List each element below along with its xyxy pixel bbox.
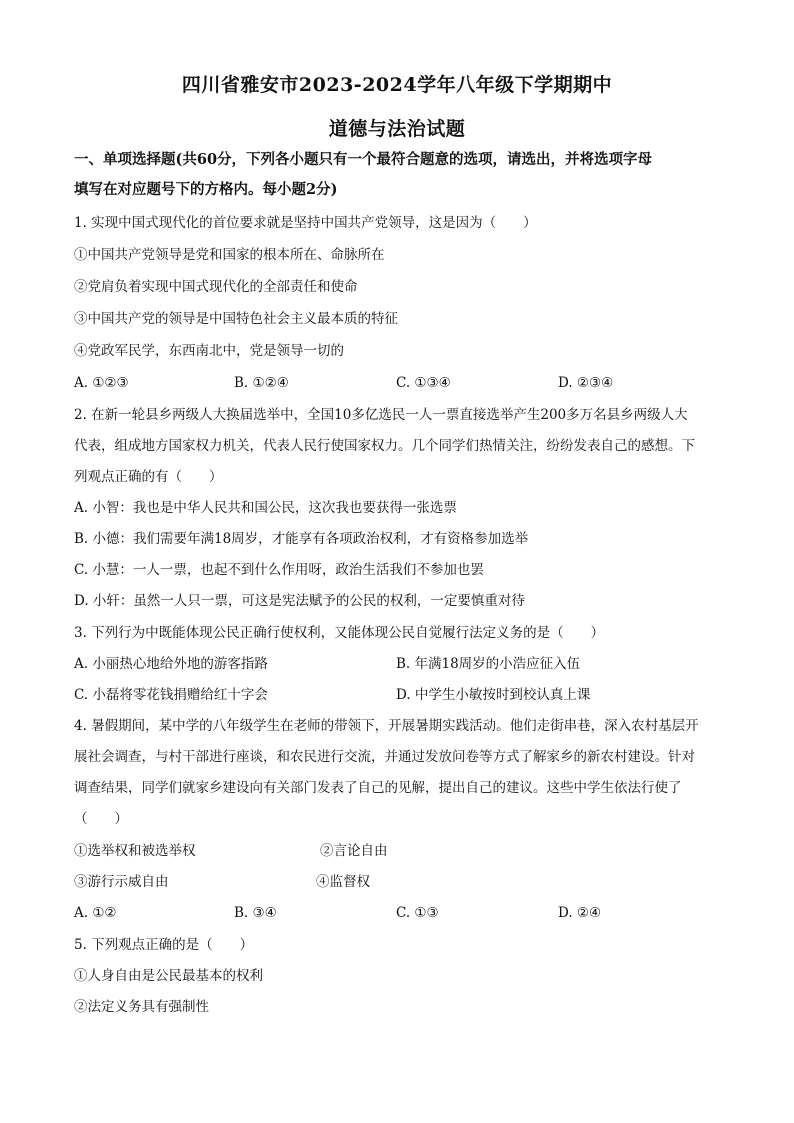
question-2-stem: 代表，组成地方国家权力机关，代表人民行使国家权力。几个同学们热情关注，纷纷发表自己的感想。下 xyxy=(74,438,695,454)
question-3-option-d: D. 中学生小敏按时到校认真上课 xyxy=(396,687,591,703)
question-4-stem: 4. 暑假期间，某中学的八年级学生在老师的带领下，开展暑期实践活动。他们走街串巷，深入农村基层开 xyxy=(74,718,699,734)
question-3-option-c: C. 小磊将零花钱捐赠给红十字会 xyxy=(74,687,268,703)
question-4-stem: （ ） xyxy=(74,811,128,827)
question-4-stem: 展社会调查，与村干部进行座谈，和农民进行交流，并通过发放问卷等方式了解家乡的新农村建设。针对 xyxy=(74,749,695,765)
question-2-option-d: D. 小轩：虽然一人只一票，可这是宪法赋予的公民的权利，一定要慎重对待 xyxy=(74,593,525,609)
question-5-statement: ②法定义务具有强制性 xyxy=(74,999,209,1015)
question-4-stem: 调查结果，同学们就家乡建设向有关部门发表了自己的见解，提出自己的建议。这些中学生依法行使了 xyxy=(74,780,682,796)
question-4-statement: ④监督权 xyxy=(316,874,370,890)
question-4-option-b: B. ③④ xyxy=(234,905,277,921)
section-heading: 一、单项选择题(共60分，下列各小题只有一个最符合题意的选项，请选出，并将选项字母 xyxy=(74,151,653,168)
question-2-stem: 列观点正确的有（ ） xyxy=(74,469,223,485)
question-1-option-b: B. ①②④ xyxy=(234,375,289,391)
question-1-option-c: C. ①③④ xyxy=(396,375,451,391)
question-3-option-a: A. 小丽热心地给外地的游客指路 xyxy=(74,656,268,672)
question-4-statement: ②言论自由 xyxy=(320,843,388,859)
question-3-option-b: B. 年满18周岁的小浩应征入伍 xyxy=(396,656,581,672)
question-2-option-a: A. 小智：我也是中华人民共和国公民，这次我也要获得一张选票 xyxy=(74,500,457,516)
question-1-option-a: A. ①②③ xyxy=(74,375,129,391)
question-2-option-c: C. 小慧：一人一票，也起不到什么作用呀，政治生活我们不参加也罢 xyxy=(74,562,484,578)
document-title: 四川省雅安市2023-2024学年八年级下学期期中 xyxy=(181,74,613,96)
question-1-statement: ②党肩负着实现中国式现代化的全部责任和使命 xyxy=(74,279,358,295)
question-1-option-d: D. ②③④ xyxy=(558,375,614,391)
question-1-stem: 1. 实现中国式现代化的首位要求就是坚持中国共产党领导，这是因为（ ） xyxy=(74,215,537,231)
question-4-statement: ①选举权和被选举权 xyxy=(74,843,196,859)
question-5-stem: 5. 下列观点正确的是（ ） xyxy=(74,937,254,953)
question-4-option-a: A. ①② xyxy=(74,905,117,921)
question-4-option-d: D. ②④ xyxy=(558,905,602,921)
question-2-option-b: B. 小德：我们需要年满18周岁，才能享有各项政治权利，才有资格参加选举 xyxy=(74,531,529,547)
question-5-statement: ①人身自由是公民最基本的权利 xyxy=(74,968,263,984)
question-4-option-c: C. ①③ xyxy=(396,905,439,921)
question-3-stem: 3. 下列行为中既能体现公民正确行使权利，又能体现公民自觉履行法定义务的是（ ） xyxy=(74,625,605,641)
document-subtitle: 道德与法治试题 xyxy=(328,118,466,140)
section-heading-continued: 填写在对应题号下的方格内。每小题2分) xyxy=(74,181,338,198)
question-4-statement: ③游行示威自由 xyxy=(74,874,169,890)
question-2-stem: 2. 在新一轮县乡两级人大换届选举中，全国10多亿选民一人一票直接选举产生200多万名县乡两级人大 xyxy=(74,407,688,423)
question-1-statement: ①中国共产党领导是党和国家的根本所在、命脉所在 xyxy=(74,247,385,263)
question-1-statement: ③中国共产党的领导是中国特色社会主义最本质的特征 xyxy=(74,311,398,327)
question-1-statement: ④党政军民学，东西南北中，党是领导一切的 xyxy=(74,343,344,359)
